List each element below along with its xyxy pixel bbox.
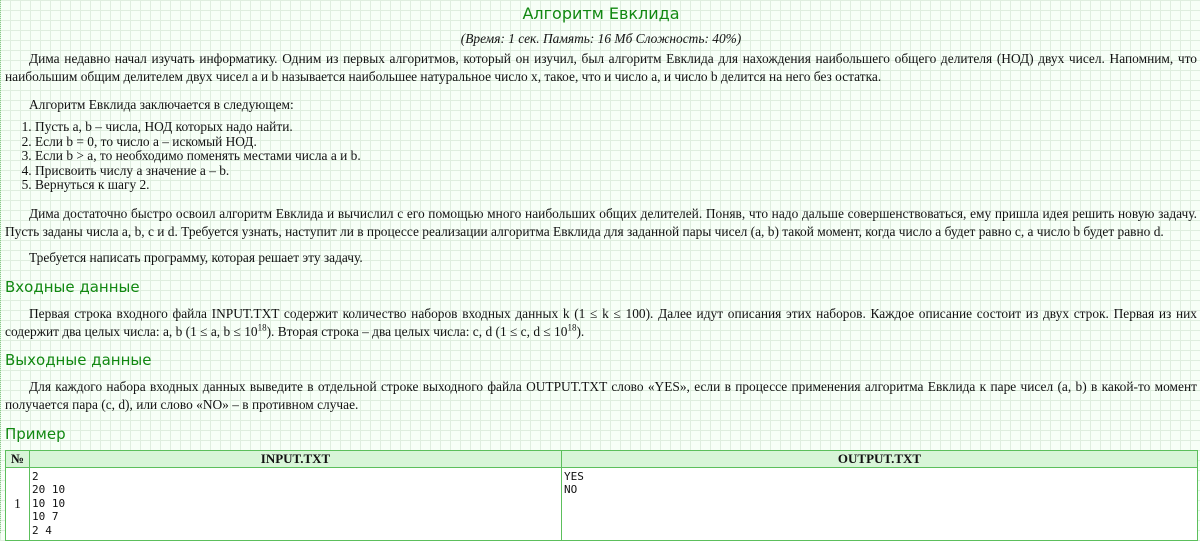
column-header-number: №	[6, 450, 30, 467]
table-row	[6, 467, 1198, 540]
input-text-2: ). Вторая строка – два целых числа: c, d (1 ≤ c, d ≤ 10	[266, 323, 568, 339]
row-number: 1	[6, 467, 30, 540]
task-requirement: Требуется написать программу, которая решает эту задачу.	[29, 249, 363, 265]
output-cell	[562, 467, 1198, 540]
step-item: 3. Если b > a, то необходимо поменять местами числа a и b.	[35, 149, 1197, 164]
exponent: 18	[567, 322, 577, 333]
step-item: 1. Пусть a, b – числа, НОД которых надо найти.	[35, 120, 1197, 135]
exponent: 18	[257, 322, 267, 333]
output-heading: Выходные данные	[5, 350, 152, 369]
output-description: Для каждого набора входных данных выведите в отдельной строке выходного файла OUTPUT.TXT слово «YES», если в процессе применения алгоритма Евклида к паре чисел (a, b) в какой-то момент получается пара (c, d), или слово «NO» – в противном случае.	[5, 378, 1197, 412]
input-description	[5, 305, 1197, 341]
input-heading: Входные данные	[5, 277, 140, 296]
step-item: 2. Если b = 0, то число a – искомый НОД.	[35, 135, 1197, 150]
problem-title: Алгоритм Евклида	[522, 4, 680, 23]
algorithm-intro: Алгоритм Евклида заключается в следующем:	[29, 97, 294, 112]
sample-output: YES NO	[564, 469, 584, 496]
column-header-input: INPUT.TXT	[30, 450, 562, 467]
column-header-output: OUTPUT.TXT	[562, 450, 1198, 467]
input-cell	[30, 467, 562, 540]
input-text-3: ).	[576, 323, 585, 339]
example-table	[5, 450, 1198, 541]
task-paragraph: Дима достаточно быстро освоил алгоритм Евклида и вычислил с его помощью много наибольших общих делителей. Поняв, что надо дальше совершенствоваться, ему пришла идея решить новую задачу. Пусть заданы числа a, b, c и d. Требуется узнать, наступит ли в процессе реализации алгоритма Евклида для заданной пары чисел (a, b) такой момент, когда число a будет равно c, а число b будет равно d.	[5, 205, 1197, 239]
step-item: 4. Присвоить числу a значение a – b.	[35, 164, 1197, 179]
sample-input: 2 20 10 10 10 10 7 2 4	[32, 469, 66, 537]
input-text-1: Первая строка входного файла INPUT.TXT содержит количество наборов входных данных k (1 ≤ k ≤ 100). Далее идут описания этих наборов. Каждое описание состоит из двух строк. Первая из них содержит два целых числа: a, b (1 ≤ a, b ≤ 10	[5, 305, 1197, 339]
table-header-row	[6, 450, 1198, 467]
intro-paragraph: Дима недавно начал изучать информатику. Одним из первых алгоритмов, который он изучил, был алгоритм Евклида для нахождения наибольшего общего делителя (НОД) двух чисел. Напомним, что наибольшим общим делителем двух чисел a и b называется наибольшее натуральное число x, такое, что и число a, и число b делится на него без остатка.	[5, 51, 1197, 84]
algorithm-steps	[5, 120, 1197, 193]
limits-line: (Время: 1 сек. Память: 16 Мб Сложность: 40%)	[460, 31, 742, 46]
step-item: 5. Вернуться к шагу 2.	[35, 178, 1197, 193]
example-heading: Пример	[5, 424, 66, 443]
problem-statement	[1, 0, 1200, 541]
